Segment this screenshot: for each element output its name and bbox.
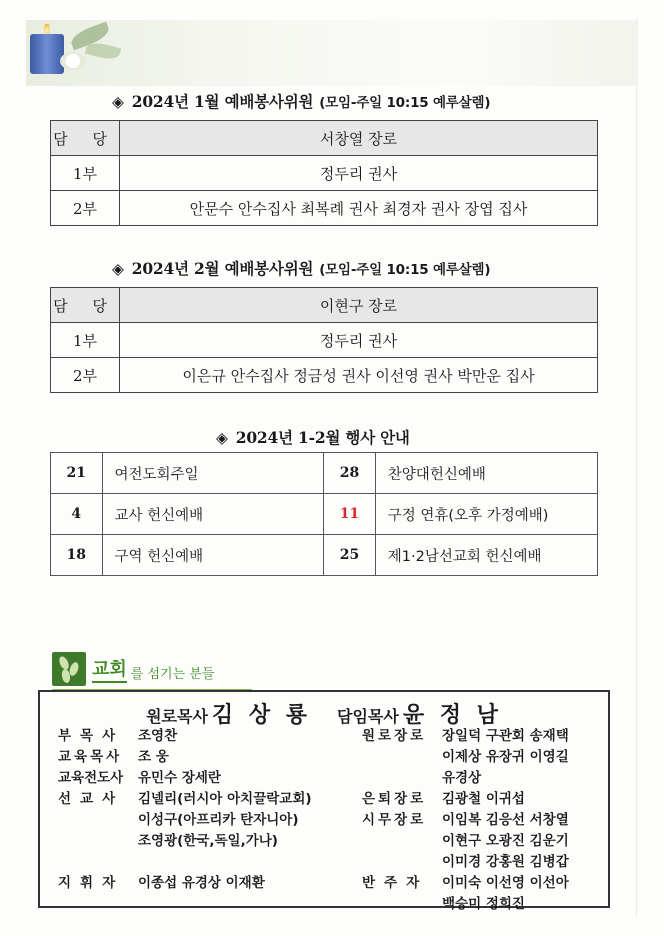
jan-service-table (50, 120, 598, 226)
senior-pastor-name: 윤 정 남 (402, 703, 502, 728)
event-day: 4 (51, 494, 103, 535)
staff-row (58, 768, 312, 789)
pastors-line (40, 698, 608, 729)
jan-section-title: ◈ 2024년 1월 예배봉사위원 (모임-주일 10:15 예루살렘) (112, 92, 491, 111)
staff-names: 유경상 (442, 770, 482, 786)
staff-role: 선교사 (58, 791, 125, 807)
row-label: 1부 (51, 323, 120, 358)
staff-row (58, 873, 312, 894)
row-value: 이현구 장로 (120, 288, 598, 323)
event-name: 찬양대헌신예배 (375, 453, 597, 494)
row-value: 서창열 장로 (120, 121, 598, 156)
staff-names: 이미경 강홍원 김병갑 (442, 854, 569, 870)
staff-names: 김넬리(러시아 아치끌락교회) (138, 791, 312, 807)
staff-names: 이미숙 이선영 이선아 (442, 875, 569, 891)
staff-box (38, 690, 610, 912)
table-row (51, 121, 598, 156)
staff-role (58, 852, 138, 873)
table-row (51, 323, 598, 358)
table-row (51, 535, 598, 576)
diamond-icon: ◈ (216, 428, 228, 447)
table-row (51, 191, 598, 226)
row-label: 2부 (51, 358, 120, 393)
event-day: 18 (51, 535, 103, 576)
staff-names: 조영찬 (138, 728, 178, 744)
table-row (51, 358, 598, 393)
staff-names: 조 웅 (138, 749, 169, 765)
staff-role (362, 894, 442, 915)
staff-names: 이제상 유장귀 이영길 (442, 749, 569, 765)
diamond-icon: ◈ (112, 259, 124, 278)
ministry-label (52, 652, 214, 686)
event-name: 제1·2남선교회 헌신예배 (375, 535, 597, 576)
staff-role (362, 747, 442, 768)
diamond-icon: ◈ (112, 92, 124, 111)
feb-section-title: ◈ 2024년 2월 예배봉사위원 (모임-주일 10:15 예루살렘) (112, 259, 491, 278)
staff-names: 백승미 정희진 (442, 896, 525, 912)
staff-names: 조영광(한국,독일,가나) (138, 833, 278, 849)
staff-row (58, 810, 312, 831)
staff-row (362, 894, 569, 915)
staff-names: 김광철 이귀섭 (442, 791, 525, 807)
staff-row (58, 747, 312, 768)
staff-row (58, 831, 312, 852)
staff-role: 시무장로 (362, 812, 427, 828)
ministry-label-rest: 를 섬기는 분들 (130, 666, 215, 682)
staff-role (362, 831, 442, 852)
row-value: 정두리 권사 (120, 323, 598, 358)
row-label: 담 당 (51, 288, 120, 323)
staff-role (58, 810, 138, 831)
staff-names: 이종섭 유경상 이재환 (138, 875, 265, 891)
row-label: 담 당 (51, 121, 120, 156)
event-day: 28 (324, 453, 376, 494)
staff-names: 이현구 오광진 김운기 (442, 833, 569, 849)
staff-row (362, 768, 569, 789)
emeritus-pastor-name: 김 상 룡 (211, 703, 311, 728)
flower-image (60, 52, 86, 70)
staff-role (362, 768, 442, 789)
row-label: 1부 (51, 156, 120, 191)
staff-role: 부목사 (58, 728, 125, 744)
feb-service-table (50, 287, 598, 393)
staff-row (362, 789, 569, 810)
event-name: 교사 헌신예배 (102, 494, 324, 535)
emeritus-pastor-title: 원로목사 (146, 707, 208, 726)
staff-role: 원로장로 (362, 728, 427, 744)
staff-row (58, 789, 312, 810)
ministry-label-main: 교회 (92, 655, 127, 683)
leaf-icon (52, 652, 86, 686)
table-row (51, 453, 598, 494)
event-day-holiday: 11 (324, 494, 376, 535)
staff-role: 교육전도사 (58, 770, 124, 786)
staff-role: 반주자 (362, 875, 429, 891)
staff-role (362, 852, 442, 873)
row-value: 정두리 권사 (120, 156, 598, 191)
staff-left-column (58, 726, 312, 894)
table-row (51, 156, 598, 191)
staff-row (362, 873, 569, 894)
table-row (51, 494, 598, 535)
staff-names: 유민수 장세란 (138, 770, 221, 786)
staff-role: 지휘자 (58, 875, 125, 891)
staff-row (362, 726, 569, 747)
staff-row (362, 852, 569, 873)
staff-role (58, 831, 138, 852)
row-value: 안문수 안수집사 최복례 권사 최경자 권사 장엽 집사 (120, 191, 598, 226)
staff-role: 은퇴장로 (362, 791, 427, 807)
row-label: 2부 (51, 191, 120, 226)
candle-flame (44, 22, 50, 34)
event-day: 25 (324, 535, 376, 576)
table-row (51, 288, 598, 323)
senior-pastor-title: 담임목사 (337, 707, 399, 726)
candle-image (30, 34, 64, 74)
staff-row (58, 726, 312, 747)
event-name: 구정 연휴(오후 가정예배) (375, 494, 597, 535)
staff-row (362, 831, 569, 852)
events-table (50, 452, 598, 576)
staff-role: 교육목사 (58, 749, 123, 765)
event-day: 21 (51, 453, 103, 494)
staff-right-column (362, 726, 569, 915)
staff-row (362, 747, 569, 768)
events-section-title: ◈ 2024년 1-2월 행사 안내 (216, 428, 410, 447)
staff-row (58, 852, 312, 873)
staff-names: 이임복 김응선 서창열 (442, 812, 569, 828)
event-name: 여전도회주일 (102, 453, 324, 494)
staff-row (362, 810, 569, 831)
row-value: 이은규 안수집사 정금성 권사 이선영 권사 박만운 집사 (120, 358, 598, 393)
staff-names: 장일덕 구관회 송재택 (442, 728, 569, 744)
event-name: 구역 헌신예배 (102, 535, 324, 576)
staff-names: 이성구(아프리카 탄자니아) (138, 812, 299, 828)
